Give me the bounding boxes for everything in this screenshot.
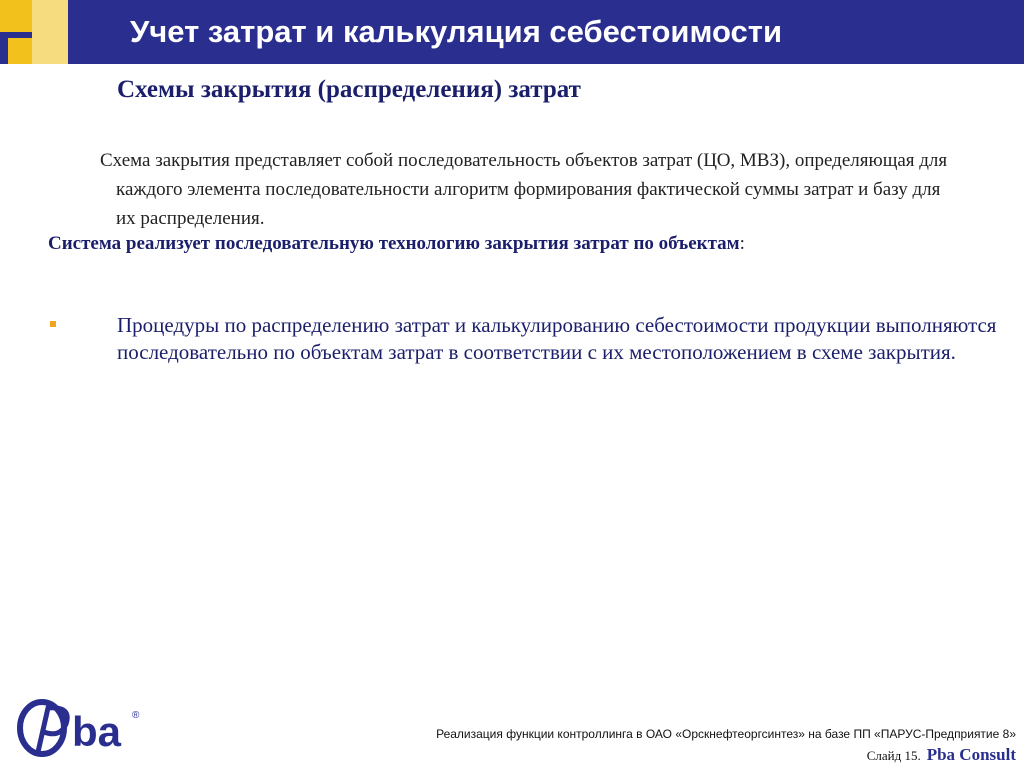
bullet-item: Процедуры по распределению затрат и калькулированию себестоимости продукции выполняются последовательно по объектам затрат в соответствии с их местоположением в схеме закрытия.	[117, 313, 997, 364]
registered-mark: ®	[132, 710, 140, 721]
slide-number: Слайд 15.	[866, 748, 921, 763]
system-statement	[48, 230, 948, 258]
system-statement-text: Система реализует последовательную технологию закрытия затрат по объектам	[48, 233, 740, 254]
logo-text: ba	[72, 708, 122, 755]
intro-text: Схема закрытия представляет собой последовательность объектов затрат (ЦО, МВЗ), определяющая для каждого элемента последовательности алгоритм формирования фактической суммы затрат и базу для их распределения.	[100, 150, 948, 229]
section-subtitle: Схемы закрытия (распределения) затрат	[117, 76, 581, 103]
brand-name: Pba Consult	[926, 745, 1016, 764]
intro-paragraph	[100, 146, 960, 233]
pba-logo	[10, 696, 150, 758]
slide-title: Учет затрат и калькуляция себестоимости	[130, 14, 783, 49]
header-accent	[32, 0, 68, 64]
header-accent	[8, 38, 32, 64]
bullet-square-icon	[50, 321, 56, 327]
footer-slide-info	[867, 745, 1016, 765]
footer-caption: Реализация функции контроллинга в ОАО «Орскнефтеоргсинтез» на базе ПП «ПАРУС-Предприятие 8»	[436, 727, 1016, 741]
system-statement-colon: :	[739, 233, 745, 254]
